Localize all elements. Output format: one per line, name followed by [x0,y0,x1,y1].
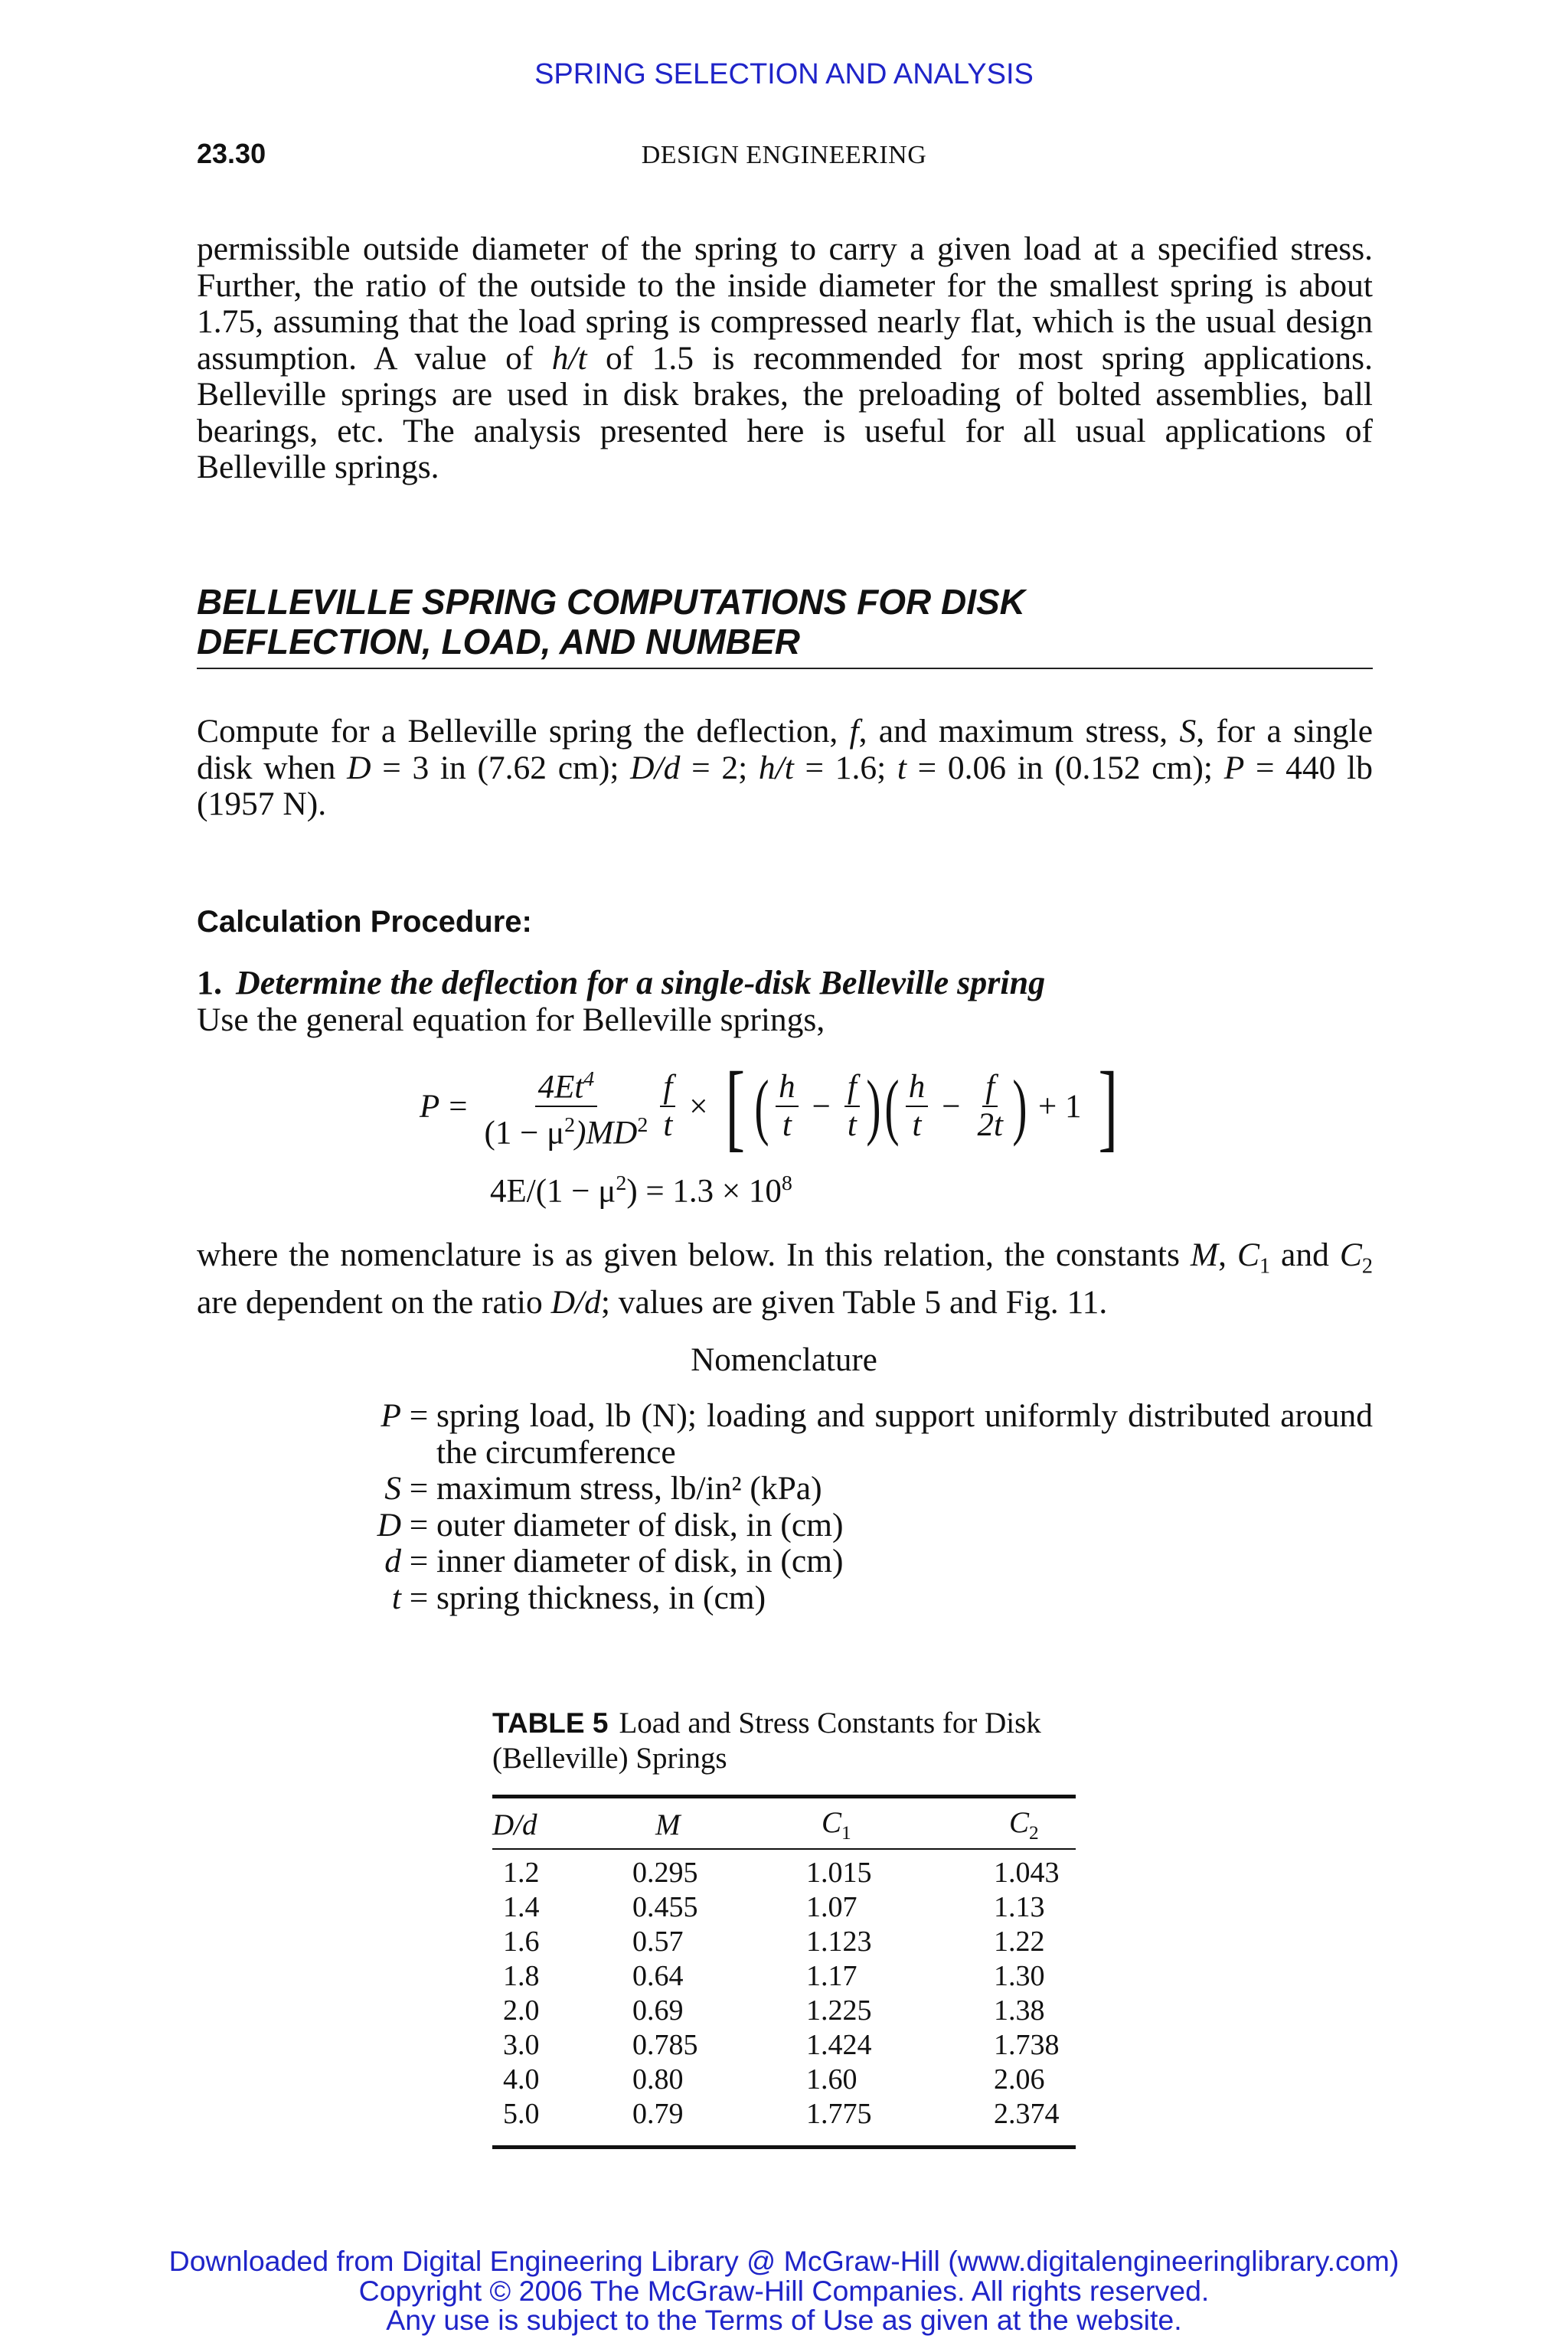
nomenclature-definition: inner diameter of disk, in (cm) [436,1543,844,1579]
eq-den-exp2: 2 [637,1113,648,1137]
problem-statement [197,714,1373,823]
eq-fraction-ht [776,1069,799,1144]
table-header [492,1805,1076,1844]
col-header-dd: D/d [492,1808,537,1841]
intro-ht: h/t [551,339,587,377]
right-paren-glyph: ) [866,1065,881,1147]
nomenclature-definition: spring thickness, in (cm) [436,1579,766,1616]
table-cell: 1.8 [503,1960,540,1992]
col-header-c1-sub: 1 [841,1821,851,1844]
nomenclature-title: Nomenclature [691,1342,877,1378]
symbol-Dd: D/d [550,1284,601,1321]
eq-plus-one: + 1 [1037,1088,1082,1125]
table-cell: 2.06 [994,2063,1045,2096]
nomenclature-definition: maximum stress, lb/in² (kPa) [436,1470,822,1507]
eq-const-b: ) = 1.3 × 10 [626,1173,782,1210]
where-paragraph [197,1237,1373,1321]
eq-den-text-a: (1 − μ [484,1115,565,1152]
symbol-P: P [1223,749,1245,786]
nomenclature-list [337,1398,1373,1616]
nomenclature-equals: = [409,1579,429,1616]
problem-text: = 440 lb (1957 N). [197,749,1373,822]
eq-num-exp: 4 [583,1067,595,1091]
step-number: 1. [197,964,222,1001]
nomenclature-symbol: d [384,1543,401,1579]
symbol-Dd: D/d [630,749,681,786]
table-bottom-rule [492,2145,1076,2149]
problem-text: = 3 in (7.62 cm); [371,749,631,786]
table-cell: 1.015 [806,1857,872,1889]
table-row [492,1890,1076,1925]
eq-equals: = [449,1088,468,1125]
table-cell: 1.30 [994,1960,1045,1992]
symbol-M: M [1190,1236,1219,1273]
table-cell: 1.123 [806,1926,872,1958]
nomenclature-equals: = [409,1506,429,1544]
eq-fraction-ft [660,1069,675,1144]
table-cell: 0.79 [632,2098,684,2130]
table-cell: 1.043 [994,1857,1060,1889]
intro-text-2: of 1.5 is recommended for most spring applications. Belleville springs are used in disk brakes, the preloading of bolted assemblies, ball bearings, etc. The analysis presented here is useful for all usual applications of Belleville springs. [197,339,1373,485]
nomenclature-item [337,1580,1373,1617]
table-cell: 1.738 [994,2029,1060,2061]
calc-procedure-heading: Calculation Procedure: [197,905,532,939]
table-cell: 1.13 [994,1891,1045,1923]
symbol-ht: h/t [758,749,794,786]
table-row [492,2028,1076,2063]
equation-constant [490,1171,792,1210]
nomenclature-definition: spring load, lb (N); loading and support uniformly distributed around the circumference [436,1397,1373,1471]
problem-text: Compute for a Belleville spring the deflection, [197,713,850,750]
col-header-m: M [655,1808,681,1841]
table-cell: 1.38 [994,1994,1045,2027]
table-cell: 2.0 [503,1994,540,2027]
eq-times: × [689,1088,708,1125]
step1-heading [197,963,1045,1002]
eq-f: f [844,1069,860,1107]
symbol-C: C [1236,1236,1259,1273]
table-cell: 3.0 [503,2029,540,2061]
section-title-line2: DEFLECTION, LOAD, AND NUMBER [197,622,800,662]
table-row [492,1959,1076,1994]
right-paren-glyph: ) [1012,1065,1027,1147]
problem-text: = 0.06 in (0.152 cm); [906,749,1224,786]
table-cell: 0.57 [632,1926,684,1958]
symbol-C: C [1339,1236,1362,1273]
section-title [197,582,1373,662]
intro-text-1: permissible outside diameter of the spring to carry a given load at a specified stress. Further, the ratio of the outside to the inside diameter for the smallest spring is about 1.75, assuming that the load spring is compressed nearly flat, which is the usual design assumption. A value of [197,230,1373,377]
eq-num-text: 4Et [537,1069,584,1105]
nomenclature-symbol: t [391,1579,401,1616]
where-sep: , [1218,1236,1237,1273]
eq-lhs: P [420,1088,440,1125]
table-row [492,1994,1076,2028]
table-cell: 4.0 [503,2063,540,2096]
page-header: DESIGN ENGINEERING [641,141,927,169]
table-cell: 0.455 [632,1891,698,1923]
intro-paragraph [197,231,1373,486]
table-header-row [492,1805,1076,1844]
table-row [492,2063,1076,2097]
page-number: 23.30 [197,138,266,169]
eq-t: t [782,1107,792,1143]
nomenclature-equals: = [409,1397,429,1434]
eq-den [482,1107,652,1152]
footer [0,2246,1568,2335]
symbol-t: t [897,749,906,786]
table-cell: 1.225 [806,1994,872,2027]
eq-2t: 2t [977,1107,1003,1143]
eq-t: t [663,1107,673,1143]
nomenclature-definition: outer diameter of disk, in (cm) [436,1506,844,1544]
belleville-equation [420,1052,1126,1161]
eq-const-exp: 2 [616,1171,627,1195]
table-cell: 1.2 [503,1857,540,1889]
table-cell: 1.17 [806,1960,858,1992]
running-title[interactable]: SPRING SELECTION AND ANALYSIS [534,58,1034,90]
eq-const-a: 4E/(1 − μ [490,1173,616,1210]
problem-text: , and maximum stress, [858,713,1180,750]
right-bracket-glyph: ] [1099,1052,1119,1161]
where-and: and [1270,1236,1340,1273]
table-cell: 0.69 [632,1994,684,2027]
eq-minus: − [942,1088,961,1125]
table-cell: 0.295 [632,1857,698,1889]
left-paren-glyph: ( [884,1065,900,1147]
problem-text: , for a single disk when [197,713,1374,786]
section-rule [197,668,1373,669]
eq-num [535,1061,598,1107]
table-caption-text: Load and Stress Constants for Disk (Belleville) Springs [492,1707,1041,1775]
eq-fraction-f2t [975,1069,1006,1144]
table-cell: 5.0 [503,2098,540,2130]
nomenclature-item [337,1544,1373,1580]
left-bracket-glyph: [ [725,1052,745,1161]
table-cell: 1.6 [503,1926,540,1958]
symbol-f: f [849,713,859,750]
footer-download-link[interactable]: Downloaded from Digital Engineering Library @ McGraw-Hill (www.digitalengineeringlibrary.com) [168,2245,1400,2277]
symbol-S: S [1179,713,1197,750]
col-header-c1-letter: C [822,1805,842,1839]
eq-den-exp: 2 [564,1113,576,1137]
symbol-D: D [347,749,371,786]
table-header-rule [492,1848,1076,1850]
col-header-c1 [806,1805,994,1844]
where-text: where the nomenclature is as given below. In this relation, the constants [197,1236,1191,1273]
col-header-c2-sub: 2 [1029,1821,1039,1844]
nomenclature-symbol: S [384,1470,401,1507]
nomenclature-item [337,1471,1373,1508]
problem-text: = 1.6; [793,749,897,786]
table-row [492,1925,1076,1959]
table-row [492,1856,1076,1890]
table-cell: 1.07 [806,1891,858,1923]
left-paren-glyph: ( [754,1065,769,1147]
step1-text: Use the general equation for Belleville springs, [197,1001,825,1038]
eq-minus: − [812,1088,831,1125]
problem-text: = 2; [680,749,759,786]
table-cell: 1.775 [806,2098,872,2130]
nomenclature-symbol: P [381,1397,401,1434]
eq-fraction-main [482,1061,652,1152]
eq-den-text-b: )MD [575,1115,638,1152]
nomenclature-symbol: D [377,1506,401,1544]
eq-fraction-ht2 [906,1069,929,1144]
table-cell: 1.22 [994,1926,1045,1958]
eq-h: h [906,1069,929,1107]
nomenclature-item [337,1398,1373,1471]
footer-copyright[interactable]: Copyright © 2006 The McGraw-Hill Companies. All rights reserved. [358,2274,1210,2307]
table-body [492,1856,1076,2132]
subscript: 1 [1259,1254,1271,1279]
eq-f: f [982,1069,998,1107]
table-top-rule [492,1795,1076,1798]
eq-t: t [912,1107,922,1143]
step1-title: Determine the deflection for a single-disk Belleville spring [236,964,1046,1001]
eq-t: t [847,1107,857,1143]
table-row [492,2097,1076,2132]
nomenclature-equals: = [409,1470,429,1507]
eq-fraction-ft2 [844,1069,860,1144]
table-cell: 1.4 [503,1891,540,1923]
table-cell: 2.374 [994,2098,1060,2130]
table-label: TABLE 5 [492,1707,609,1739]
where-text: are dependent on the ratio [197,1284,551,1321]
subscript: 2 [1361,1254,1373,1279]
eq-f: f [660,1069,675,1107]
where-text: ; values are given Table 5 and Fig. 11. [600,1284,1108,1321]
nomenclature-equals: = [409,1543,429,1579]
table-caption [492,1706,1074,1776]
table-cell: 0.785 [632,2029,698,2061]
eq-const-exp2: 8 [781,1171,792,1195]
table-cell: 0.80 [632,2063,684,2096]
col-header-c2 [994,1805,1076,1844]
table-cell: 1.60 [806,2063,858,2096]
footer-terms[interactable]: Any use is subject to the Terms of Use as given at the website. [386,2304,1182,2336]
table-cell: 0.64 [632,1960,684,1992]
eq-h: h [776,1069,799,1107]
section-title-line1: BELLEVILLE SPRING COMPUTATIONS FOR DISK [197,582,1025,622]
col-header-c2-letter: C [1009,1805,1030,1839]
nomenclature-item [337,1508,1373,1544]
table-cell: 1.424 [806,2029,872,2061]
